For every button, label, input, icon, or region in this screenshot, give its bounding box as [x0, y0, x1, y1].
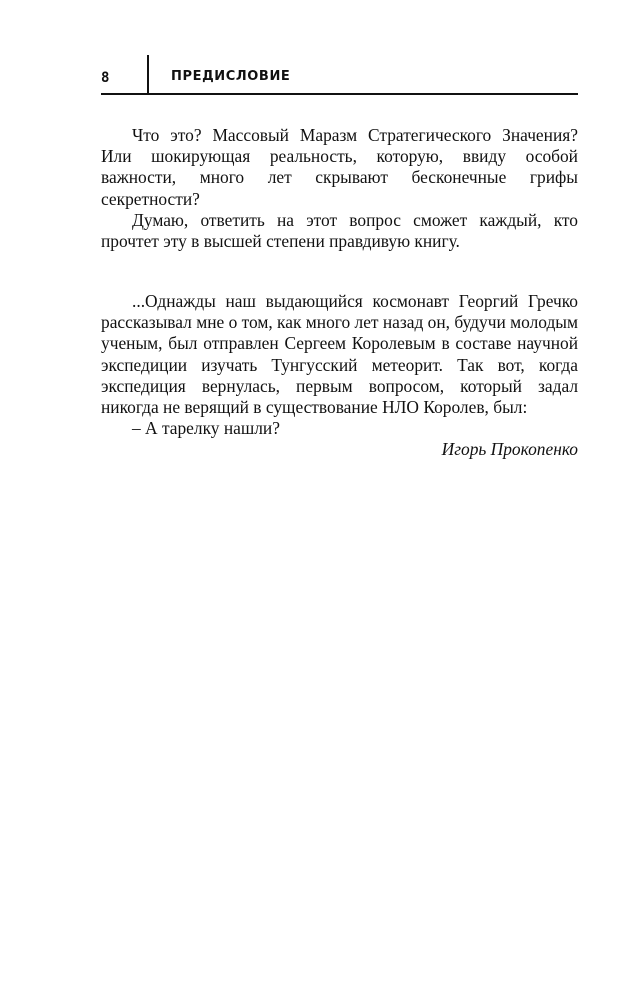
page-number: 8 [101, 70, 110, 86]
header-rule [101, 93, 578, 95]
intro-paragraph: Думаю, ответить на этот вопрос сможет каждый, кто прочтет эту в высшей степени правдивую книгу. [101, 209, 578, 252]
page-header [101, 55, 578, 95]
intro-paragraph: Что это? Массовый Маразм Стратегического Значения? Или шокирующая реальность, которую, ввиду особой важности, много лет скрывают бесконечные грифы секретности? [101, 125, 578, 209]
author-signature: Игорь Прокопенко [441, 439, 578, 460]
anecdote-text [101, 291, 578, 461]
header-divider [147, 55, 149, 95]
intro-text [101, 125, 578, 252]
anecdote-quote: – А тарелку нашли? [132, 418, 280, 439]
anecdote-paragraph: ...Однажды наш выдающийся космонавт Георгий Гречко рассказывал мне о том, как много лет назад он, будучи молодым ученым, был отправлен Сергеем Королевым в составе научной экспедиции изучать Тунгусский метеорит. Так вот, когда экспедиция вернулась, первым вопросом, который задал никогда не верящий в существование НЛО Королев, был: [101, 291, 578, 418]
section-title: ПРЕДИСЛОВИЕ [171, 69, 291, 84]
